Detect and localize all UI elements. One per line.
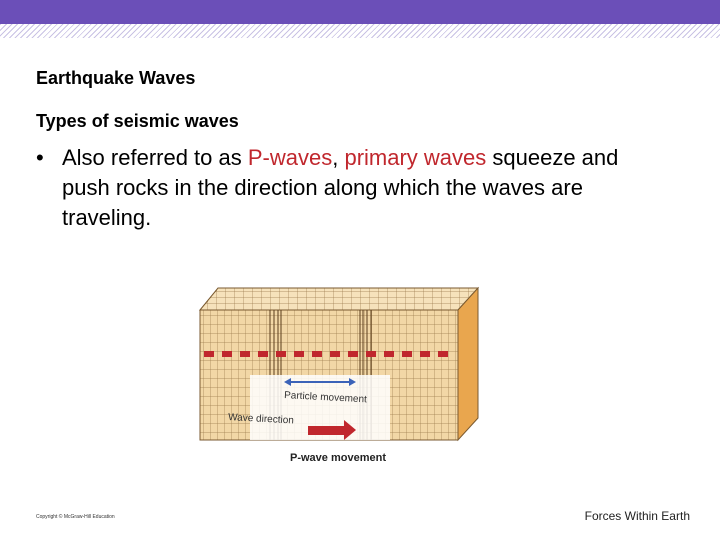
slide-title: Earthquake Waves [36,68,196,88]
block-side [458,288,478,440]
bullet-part-3: squeeze and push rocks in the direction along which the waves are traveling. [62,145,619,230]
p-wave-diagram [190,280,490,470]
header-stripe [0,24,720,38]
block-top [200,288,478,310]
bullet-marker: • [36,145,44,170]
term-primary-waves: primary waves [344,145,487,170]
slide-subtitle: Types of seismic waves [36,111,239,131]
p-wave-movement-label: P-wave movement [290,452,386,464]
bullet-part-2: , [332,145,345,170]
header-bar [0,0,720,24]
particle-movement-label: Particle movement [283,390,368,406]
footer-title: Forces Within Earth [584,509,690,523]
bullet-part-1: Also referred to as [62,145,248,170]
term-p-waves: P-waves [247,145,333,170]
copyright-note: Copyright © McGraw-Hill Education [36,514,115,520]
bullet-text [62,143,662,233]
wave-direction-label: Wave direction [227,412,295,427]
